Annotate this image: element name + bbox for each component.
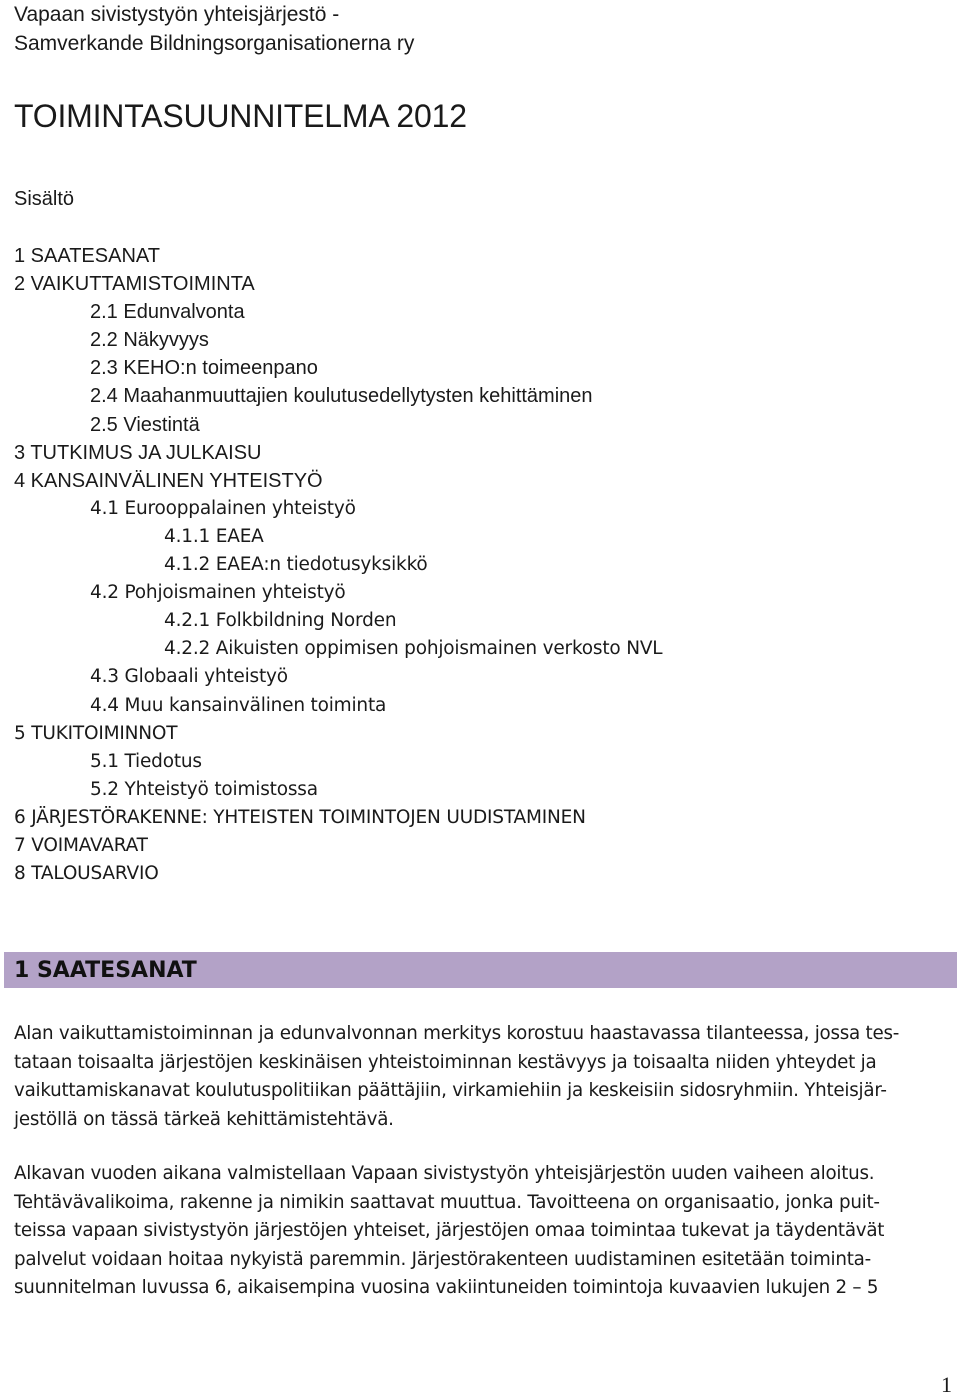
paragraph-line: teissa vapaan sivistystyön järjestöjen yhteiset, järjestöjen omaa toimintaa tukevat ja täydentävät bbox=[14, 1220, 885, 1242]
toc-item: 4.2.1 Folkbildning Norden bbox=[164, 610, 397, 632]
paragraph-line: vaikuttamiskanavat koulutuspolitiikan päättäjiin, virkamiehiin ja keskeisiin sidosryhmiin. Yhteisjär- bbox=[14, 1080, 887, 1102]
toc-item: 1 SAATESANAT bbox=[14, 245, 160, 267]
toc-item: 6 JÄRJESTÖRAKENNE: YHTEISTEN TOIMINTOJEN UUDISTAMINEN bbox=[14, 806, 586, 828]
toc-item: 8 TALOUSARVIO bbox=[14, 863, 159, 885]
toc-heading: Sisältö bbox=[14, 188, 75, 210]
toc-item: 5 TUKITOIMINNOT bbox=[14, 722, 178, 744]
intro-paragraph-2 bbox=[14, 1160, 946, 1303]
toc-item: 5.1 Tiedotus bbox=[90, 750, 202, 772]
toc-item: 4.2.2 Aikuisten oppimisen pohjoismainen verkosto NVL bbox=[164, 638, 663, 660]
paragraph-line: suunnitelman luvussa 6, aikaisempina vuosina vakiintuneiden toimintoja kuvaavien lukujen 2 – 5 bbox=[14, 1277, 879, 1299]
toc-item: 7 VOIMAVARAT bbox=[14, 834, 148, 856]
toc-item: 4.4 Muu kansainvälinen toiminta bbox=[90, 694, 387, 716]
toc-item: 2.1 Edunvalvonta bbox=[90, 301, 245, 324]
document-title: TOIMINTASUUNNITELMA 2012 bbox=[14, 98, 467, 134]
toc-item: 4.2 Pohjoismainen yhteistyö bbox=[90, 582, 346, 604]
section-heading-bar bbox=[4, 952, 957, 988]
paragraph-line: palvelut voidaan hoitaa nykyistä paremmin. Järjestörakenteen uudistaminen esitetään toiminta- bbox=[14, 1248, 871, 1270]
organization-name-line-1: Vapaan sivistystyön yhteisjärjestö - bbox=[14, 3, 340, 26]
toc-item: 2.3 KEHO:n toimeenpano bbox=[90, 357, 318, 380]
paragraph-line: jestöllä on tässä tärkeä kehittämistehtävä. bbox=[14, 1108, 394, 1130]
paragraph-line: Alkavan vuoden aikana valmistellaan Vapaan sivistystyön yhteisjärjestön uuden vaiheen aloitus. bbox=[14, 1163, 875, 1184]
paragraph-line: tataan toisaalta järjestöjen keskinäisen yhteistoiminnan kestävyys ja toisaalta niiden yhteydet ja bbox=[14, 1051, 877, 1073]
toc-item: 2.2 Näkyvyys bbox=[90, 329, 209, 352]
toc-item: 5.2 Yhteistyö toimistossa bbox=[90, 778, 318, 800]
section-heading: 1 SAATESANAT bbox=[14, 957, 197, 983]
organization-name bbox=[14, 0, 414, 58]
paragraph-line: Alan vaikuttamistoiminnan ja edunvalvonnan merkitys korostuu haastavassa tilanteessa, jossa tes- bbox=[14, 1023, 900, 1044]
table-of-contents bbox=[14, 242, 662, 888]
toc-item: 4.1.2 EAEA:n tiedotusyksikkö bbox=[164, 554, 428, 576]
toc-item: 3 TUTKIMUS JA JULKAISU bbox=[14, 441, 262, 464]
intro-paragraph-1 bbox=[14, 1020, 946, 1134]
organization-name-line-2: Samverkande Bildningsorganisationerna ry bbox=[14, 32, 415, 55]
toc-item: 4.1.1 EAEA bbox=[164, 525, 264, 547]
toc-item: 4.3 Globaali yhteistyö bbox=[90, 666, 288, 688]
paragraph-line: Tehtävävalikoima, rakenne ja nimikin saattavat muuttua. Tavoitteena on organisaatio, jonka puit- bbox=[14, 1191, 880, 1213]
toc-item: 2.5 Viestintä bbox=[90, 413, 200, 436]
toc-item: 2.4 Maahanmuuttajien koulutusedellytysten kehittäminen bbox=[90, 385, 593, 408]
toc-item: 2 VAIKUTTAMISTOIMINTA bbox=[14, 273, 255, 296]
toc-item: 4.1 Eurooppalainen yhteistyö bbox=[90, 497, 356, 519]
toc-item: 4 KANSAINVÄLINEN YHTEISTYÖ bbox=[14, 469, 323, 492]
page-number: 1 bbox=[941, 1372, 952, 1397]
